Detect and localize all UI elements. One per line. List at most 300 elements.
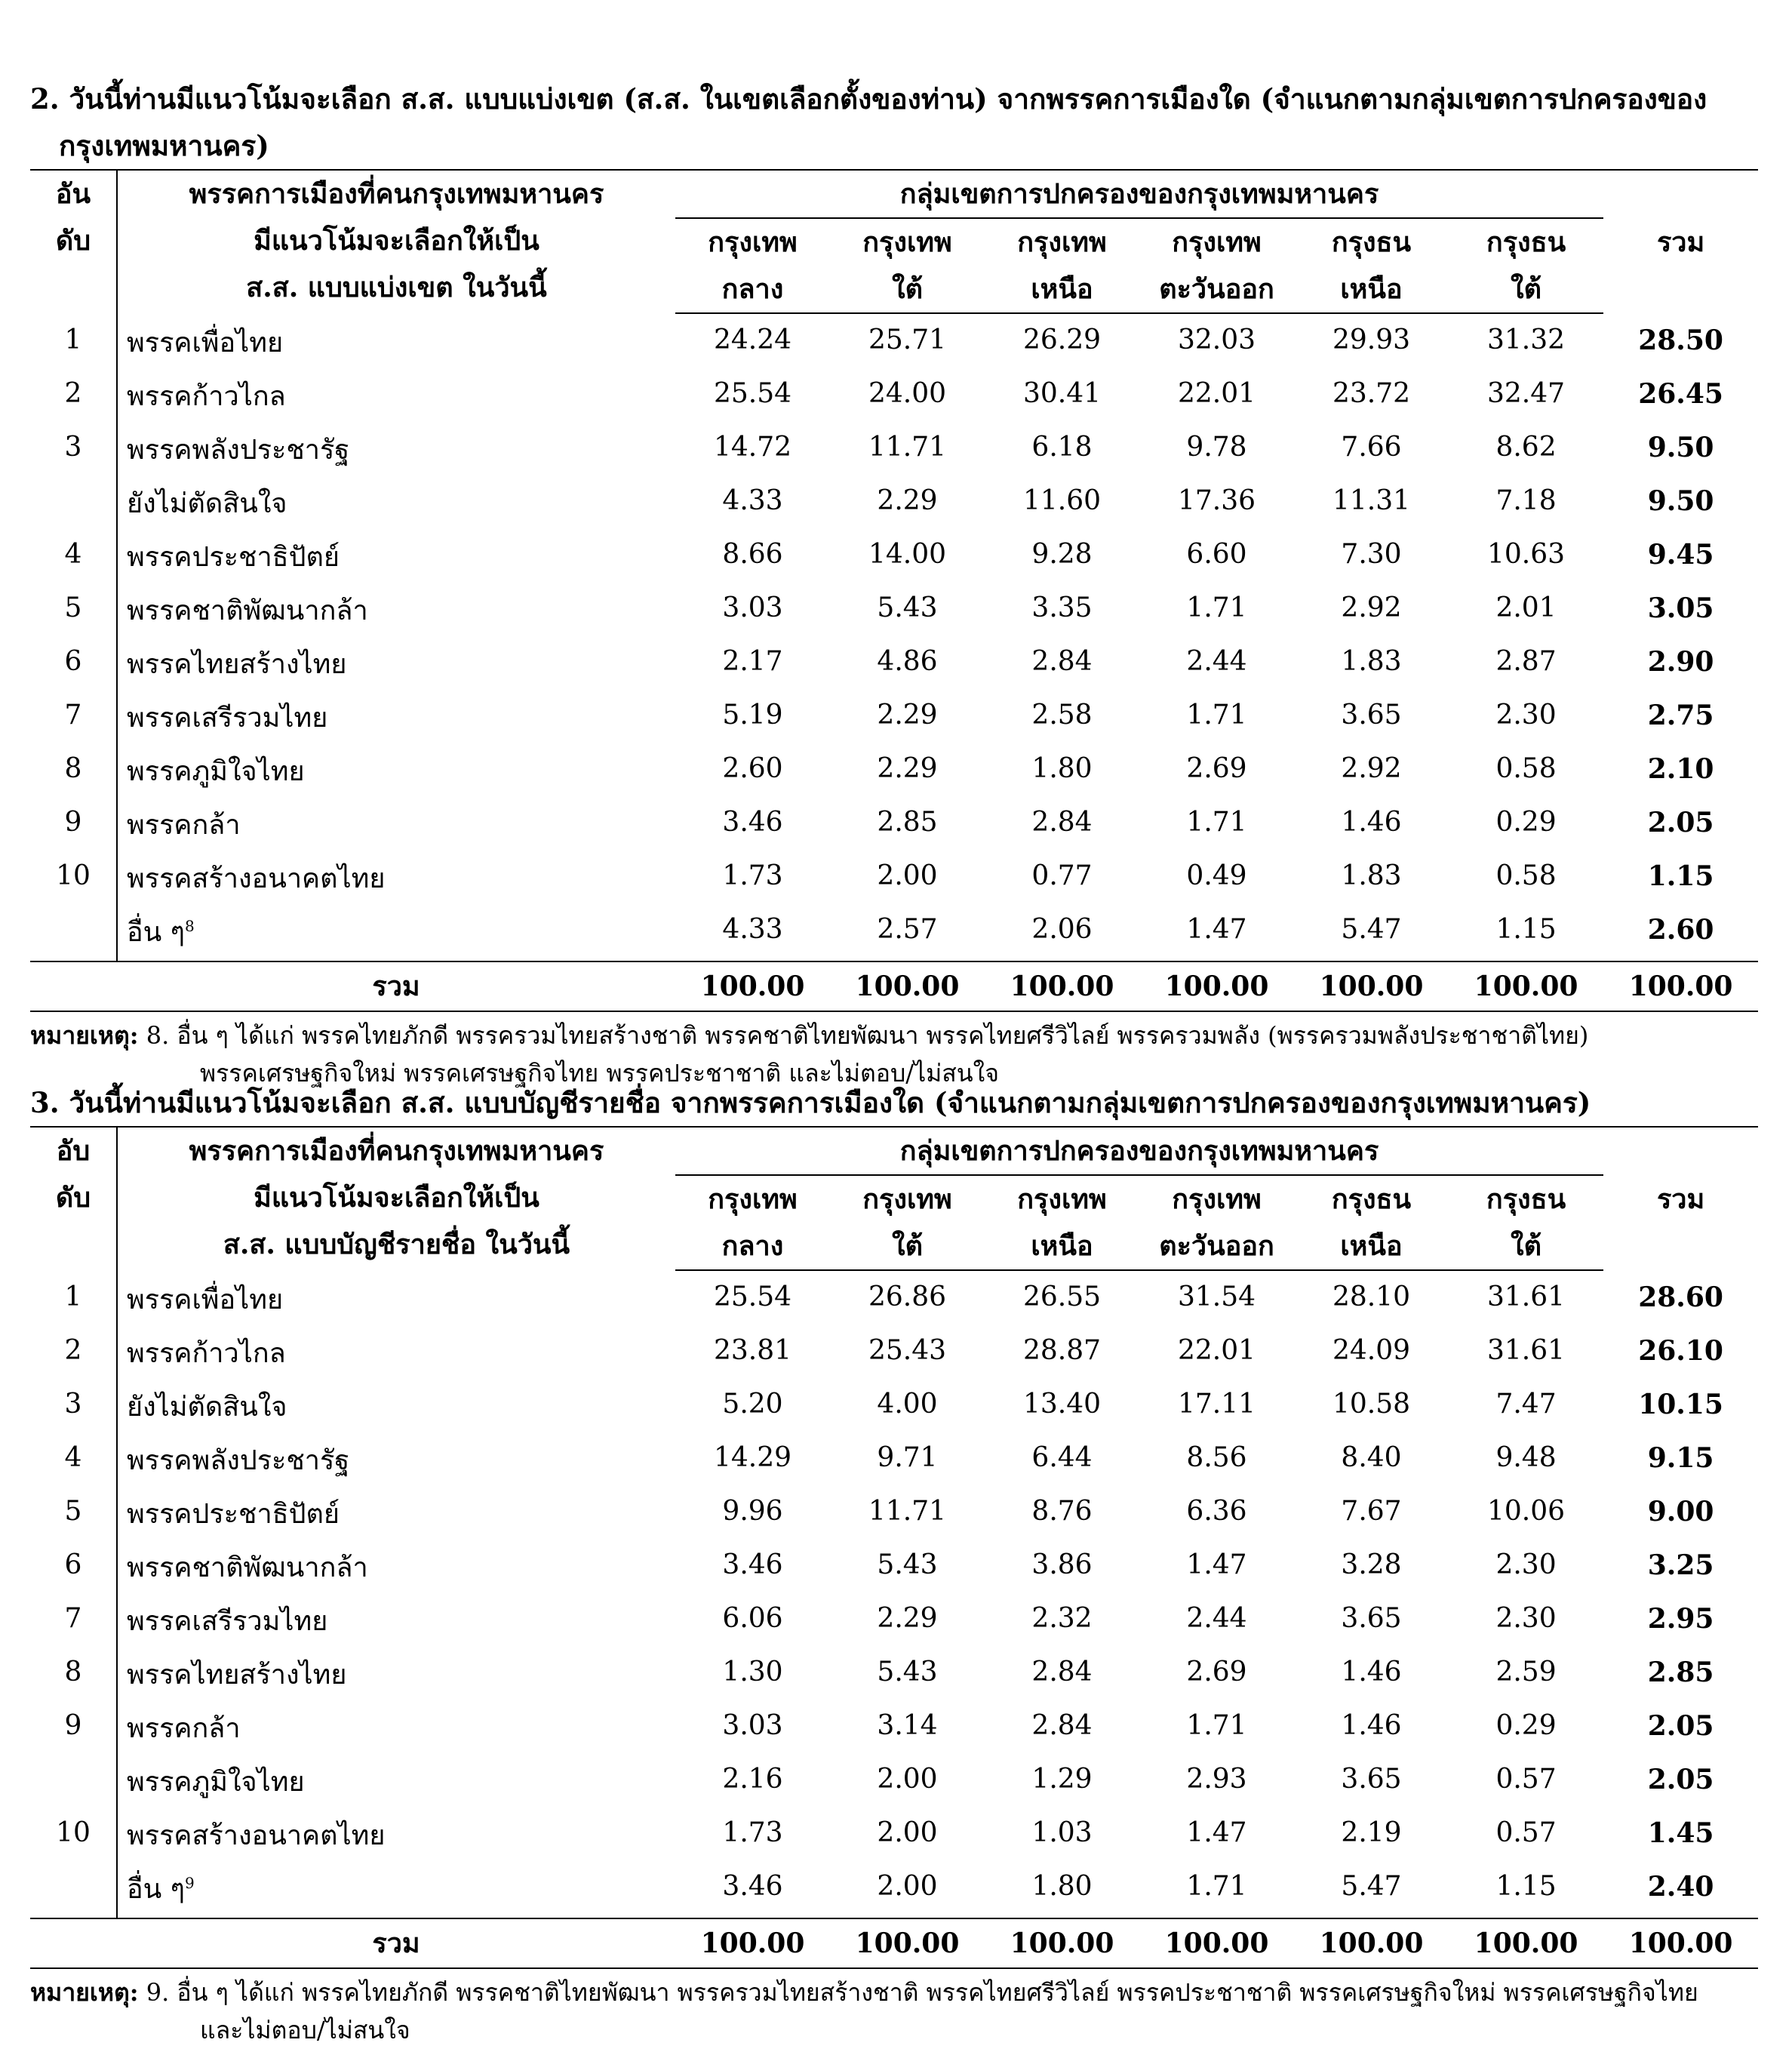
title-line-1: 3. วันนี้ท่านมีแนวโน้มจะเลือก ส.ส. แบบบัญชีรายชื่อ จากพรรคการเมืองใด (จำแนกตามกลุ่มเขตการปกครองของกรุงเทพมหานคร) [30,1086,1591,1119]
value-cell: 1.46 [1341,806,1402,838]
total-header: รวม [1603,1127,1758,1270]
value-cell: 1.83 [1341,860,1402,891]
value-cell: 1.71 [1186,1709,1247,1741]
value-cell: 26.55 [1022,1281,1102,1312]
party-name: พรรคภูมิใจไทย [127,1767,305,1798]
table-row [30,581,1758,635]
party-name: พรรคกล้า [127,810,241,841]
value-cell: 10.63 [1487,538,1566,570]
district-subheader-5: เหนือ [1294,1223,1449,1270]
value-cell: 2.93 [1186,1763,1247,1795]
table-row [30,1645,1758,1699]
note-line-2: พรรคเศรษฐกิจใหม่ พรรคเศรษฐกิจไทย พรรคประชาชาติ และไม่ตอบ/ไม่สนใจ [200,1059,1000,1088]
value-cell: 2.30 [1495,699,1557,731]
total-row-label: รวม [117,961,675,1011]
total-cell: 100.00 [1294,1918,1449,1968]
table-row [30,1484,1758,1538]
party-cell [117,635,675,688]
value-cell: 9.71 [877,1441,938,1473]
value-cell: 1.46 [1341,1709,1402,1741]
table-row [30,528,1758,581]
value-cell: 2.84 [1031,645,1093,677]
value-cell: 1.47 [1186,913,1247,945]
value-cell: 26.29 [1022,325,1102,355]
value-cell: 3.28 [1341,1549,1402,1580]
table-row [30,367,1758,420]
value-cell: 2.69 [1186,1656,1247,1688]
question-2-section [30,75,1758,1092]
party-name: พรรคไทยสร้างไทย [127,1660,347,1691]
row-total-cell: 2.05 [1647,1763,1714,1795]
value-cell: 2.32 [1031,1602,1093,1634]
total-cell: 100.00 [1294,961,1449,1011]
party-cell [117,474,675,528]
value-cell: 1.80 [1031,1870,1093,1902]
row-total-cell: 2.40 [1647,1870,1714,1903]
party-name: พรรคเพื่อไทย [127,328,284,358]
value-cell: 14.00 [868,538,947,570]
row-total-cell: 1.45 [1647,1817,1714,1849]
rank-cell: 1 [30,313,117,367]
district-subheader-6: ใต้ [1449,1223,1603,1270]
value-cell: 11.71 [868,1495,947,1527]
total-cell: 100.00 [985,1918,1139,1968]
row-total-cell: 9.50 [1647,431,1714,463]
value-cell: 2.01 [1495,592,1557,623]
party-cell [117,1431,675,1484]
note-label: หมายเหตุ: [30,1978,139,2007]
district-subheader-1: กลาง [675,266,830,313]
title-line-1: 2. วันนี้ท่านมีแนวโน้มจะเลือก ส.ส. แบบแบ่งเขต (ส.ส. ในเขตเลือกตั้งของท่าน) จากพรรคการเมืองใด (จำแนกตามกลุ่มเขตการปกครองของ [30,82,1707,115]
results-table [30,1126,1758,1969]
party-name: พรรคพลังประชารัฐ [127,435,350,466]
party-cell [117,1592,675,1645]
value-cell: 3.46 [722,1870,783,1902]
value-cell: 11.31 [1332,485,1411,516]
table-row [30,795,1758,849]
value-cell: 2.29 [877,699,938,731]
rank-header: อัน ดับ [30,170,117,313]
value-cell: 10.06 [1487,1495,1566,1527]
value-cell: 1.29 [1031,1763,1093,1795]
table-row [30,1592,1758,1645]
title-line-2: กรุงเทพมหานคร) [59,129,269,162]
district-subheader-1: กลาง [675,1223,830,1270]
value-cell: 31.61 [1487,1281,1566,1312]
district-subheader-3: เหนือ [985,1223,1139,1270]
value-cell: 2.84 [1031,806,1093,838]
value-cell: 3.03 [722,1709,783,1741]
party-name: อื่น ๆ [127,1874,186,1905]
value-cell: 6.18 [1031,431,1093,463]
value-cell: 2.17 [722,645,783,677]
row-total-cell: 2.95 [1647,1602,1714,1635]
row-total-cell: 28.50 [1638,324,1723,356]
value-cell: 1.15 [1495,1870,1557,1902]
value-cell: 2.44 [1186,645,1247,677]
row-total-cell: 28.60 [1638,1281,1723,1313]
district-header-5: กรุงธน [1331,226,1412,258]
rank-cell: 4 [30,528,117,581]
value-cell: 0.58 [1495,752,1557,784]
value-cell: 23.81 [713,1334,792,1366]
table-row [30,1860,1758,1918]
value-cell: 32.03 [1177,325,1256,355]
value-cell: 5.47 [1341,913,1402,945]
table-row [30,1377,1758,1431]
value-cell: 6.44 [1031,1441,1093,1473]
row-total-cell: 3.05 [1647,592,1714,624]
value-cell: 14.29 [713,1441,792,1473]
value-cell: 1.71 [1186,592,1247,623]
district-header-4: กรุงเทพ [1172,226,1262,258]
results-table [30,169,1758,1012]
total-cell: 100.00 [675,1918,830,1968]
table-row [30,1752,1758,1806]
party-name: พรรคก้าวไกล [127,381,286,412]
row-total-cell: 26.45 [1638,377,1723,410]
value-cell: 22.01 [1177,1334,1256,1366]
rank-cell: 2 [30,367,117,420]
table-row [30,742,1758,795]
value-cell: 2.00 [877,1870,938,1902]
rank-cell: 7 [30,688,117,742]
total-row [30,961,1758,1011]
total-cell: 100.00 [830,961,985,1011]
district-subheader-2: ใต้ [830,1223,985,1270]
value-cell: 17.36 [1177,485,1256,516]
rank-cell: 3 [30,420,117,474]
value-cell: 2.92 [1341,592,1402,623]
value-cell: 2.84 [1031,1656,1093,1688]
note-line-1: 9. อื่น ๆ ได้แก่ พรรคไทยภักดี พรรคชาติไทยพัฒนา พรรครวมไทยสร้างชาติ พรรคไทยศรีวิไลย์ พรรคประชาชาติ พรรคเศรษฐกิจใหม่ พรรคเศรษฐกิจไทย [138,1978,1698,2007]
party-cell [117,313,675,367]
value-cell: 26.86 [868,1281,947,1312]
total-header: รวม [1603,170,1758,313]
value-cell: 2.59 [1495,1656,1557,1688]
value-cell: 9.48 [1495,1441,1557,1473]
value-cell: 30.41 [1022,377,1102,409]
district-header-6: กรุงธน [1486,226,1566,258]
value-cell: 3.35 [1031,592,1093,623]
party-cell [117,1538,675,1592]
party-cell [117,903,675,961]
question-3-section [30,1079,1758,2049]
value-cell: 3.46 [722,1549,783,1580]
party-header: พรรคการเมืองที่คนกรุงเทพมหานคร มีแนวโน้มจะเลือกให้เป็น ส.ส. แบบบัญชีรายชื่อ ในวันนี้ [117,1127,675,1270]
party-cell [117,1270,675,1324]
value-cell: 28.87 [1022,1334,1102,1366]
table-row [30,903,1758,961]
value-cell: 8.66 [722,538,783,570]
row-total-cell: 9.00 [1647,1495,1714,1528]
row-total-cell: 26.10 [1638,1334,1723,1367]
value-cell: 5.43 [877,1656,938,1688]
value-cell: 14.72 [713,431,792,463]
value-cell: 2.06 [1031,913,1093,945]
total-row [30,1918,1758,1968]
row-total-cell: 9.45 [1647,538,1714,571]
value-cell: 0.29 [1495,806,1557,838]
value-cell: 3.65 [1341,1602,1402,1634]
table-row [30,635,1758,688]
value-cell: 8.62 [1495,431,1557,463]
rank-header: อับ ดับ [30,1127,117,1270]
district-header-1: กรุงเทพ [708,1183,798,1215]
row-total-cell: 2.05 [1647,1709,1714,1742]
value-cell: 17.11 [1177,1388,1256,1420]
party-cell [117,849,675,903]
value-cell: 4.33 [722,485,783,516]
value-cell: 2.85 [877,806,938,838]
rank-cell: 9 [30,1699,117,1752]
value-cell: 1.47 [1186,1549,1247,1580]
rank-cell: 5 [30,581,117,635]
value-cell: 1.47 [1186,1817,1247,1848]
district-subheader-4: ตะวันออก [1139,1223,1294,1270]
value-cell: 2.87 [1495,645,1557,677]
rank-cell: 10 [30,849,117,903]
value-cell: 7.67 [1341,1495,1402,1527]
party-cell [117,1484,675,1538]
total-cell: 100.00 [675,961,830,1011]
value-cell: 2.69 [1186,752,1247,784]
district-group-header: กลุ่มเขตการปกครองของกรุงเทพมหานคร [675,1127,1603,1175]
row-total-cell: 3.25 [1647,1549,1714,1581]
table-row [30,688,1758,742]
value-cell: 8.76 [1031,1495,1093,1527]
value-cell: 2.29 [877,752,938,784]
value-cell: 5.19 [722,699,783,731]
party-name: พรรคชาติพัฒนากล้า [127,1552,368,1583]
rank-cell [30,1752,117,1806]
party-cell [117,528,675,581]
value-cell: 2.29 [877,485,938,516]
district-header-4: กรุงเทพ [1172,1183,1262,1215]
value-cell: 11.60 [1022,485,1102,516]
rank-cell: 7 [30,1592,117,1645]
grand-total-cell: 100.00 [1603,961,1758,1011]
district-group-header: กลุ่มเขตการปกครองของกรุงเทพมหานคร [675,170,1603,218]
row-total-cell: 9.15 [1647,1441,1714,1474]
value-cell: 22.01 [1177,377,1256,409]
value-cell: 6.36 [1186,1495,1247,1527]
value-cell: 0.58 [1495,860,1557,891]
table-row [30,1324,1758,1377]
value-cell: 5.43 [877,1549,938,1580]
row-total-cell: 2.10 [1647,752,1714,785]
rank-cell: 10 [30,1806,117,1860]
total-cell: 100.00 [1139,1918,1294,1968]
total-cell: 100.00 [985,961,1139,1011]
table-row [30,474,1758,528]
value-cell: 31.32 [1487,325,1566,355]
value-cell: 24.24 [713,325,792,355]
value-cell: 3.65 [1341,1763,1402,1795]
row-total-cell: 10.15 [1638,1388,1723,1420]
footnote-marker: 8 [185,917,195,935]
rank-cell: 6 [30,635,117,688]
party-name: อื่น ๆ [127,917,186,948]
value-cell: 1.71 [1186,806,1247,838]
party-name: พรรคกล้า [127,1713,241,1744]
value-cell: 2.29 [877,1602,938,1634]
value-cell: 25.54 [713,377,792,409]
value-cell: 2.19 [1341,1817,1402,1848]
district-header-1: กรุงเทพ [708,226,798,258]
rank-cell: 3 [30,1377,117,1431]
rank-cell: 4 [30,1431,117,1484]
party-name: ยังไม่ตัดสินใจ [127,488,287,519]
value-cell: 0.77 [1031,860,1093,891]
value-cell: 0.57 [1495,1817,1557,1848]
value-cell: 2.00 [877,860,938,891]
row-total-cell: 2.75 [1647,699,1714,731]
value-cell: 2.30 [1495,1549,1557,1580]
value-cell: 3.14 [877,1709,938,1741]
note-label: หมายเหตุ: [30,1021,139,1050]
value-cell: 4.33 [722,913,783,945]
row-total-cell: 1.15 [1647,860,1714,892]
rank-cell: 8 [30,1645,117,1699]
value-cell: 7.30 [1341,538,1402,570]
value-cell: 1.83 [1341,645,1402,677]
value-cell: 1.71 [1186,1870,1247,1902]
value-cell: 0.29 [1495,1709,1557,1741]
party-name: พรรคพลังประชารัฐ [127,1445,350,1476]
total-cell: 100.00 [1449,1918,1603,1968]
value-cell: 11.71 [868,431,947,463]
district-subheader-4: ตะวันออก [1139,266,1294,313]
value-cell: 8.40 [1341,1441,1402,1473]
table-body [30,313,1758,961]
rank-cell [30,474,117,528]
value-cell: 6.60 [1186,538,1247,570]
value-cell: 9.28 [1031,538,1093,570]
value-cell: 1.71 [1186,699,1247,731]
table-row [30,849,1758,903]
party-cell [117,367,675,420]
value-cell: 25.43 [868,1334,947,1366]
note-line-1: 8. อื่น ๆ ได้แก่ พรรคไทยภักดี พรรครวมไทยสร้างชาติ พรรคชาติไทยพัฒนา พรรคไทยศรีวิไลย์ พรรครวมพลัง (พรรครวมพลังประชาชาติไทย) [138,1021,1589,1050]
value-cell: 24.09 [1332,1334,1411,1366]
value-cell: 3.03 [722,592,783,623]
value-cell: 32.47 [1487,377,1566,409]
party-cell [117,1860,675,1918]
district-subheader-2: ใต้ [830,266,985,313]
rank-cell [30,903,117,961]
district-header-3: กรุงเทพ [1017,226,1107,258]
table-body [30,1270,1758,1918]
district-subheader-5: เหนือ [1294,266,1449,313]
value-cell: 5.43 [877,592,938,623]
party-name: พรรคสร้างอนาคตไทย [127,863,386,894]
district-subheader-6: ใต้ [1449,266,1603,313]
party-name: พรรคประชาธิปัตย์ [127,542,340,573]
value-cell: 3.46 [722,806,783,838]
party-cell [117,420,675,474]
grand-total-cell: 100.00 [1603,1918,1758,1968]
district-header-2: กรุงเทพ [862,226,952,258]
value-cell: 6.06 [722,1602,783,1634]
party-cell [117,1324,675,1377]
district-header-3: กรุงเทพ [1017,1183,1107,1215]
party-name: พรรคไทยสร้างไทย [127,649,347,680]
value-cell: 2.16 [722,1763,783,1795]
value-cell: 3.86 [1031,1549,1093,1580]
value-cell: 1.46 [1341,1656,1402,1688]
value-cell: 7.47 [1495,1388,1557,1420]
party-cell [117,688,675,742]
party-name: พรรคสร้างอนาคตไทย [127,1820,386,1851]
footnote-marker: 9 [185,1874,195,1892]
table-row [30,1431,1758,1484]
value-cell: 9.96 [722,1495,783,1527]
rank-cell: 1 [30,1270,117,1324]
value-cell: 31.61 [1487,1334,1566,1366]
row-total-cell: 2.90 [1647,645,1714,678]
value-cell: 29.93 [1332,325,1411,355]
row-total-cell: 9.50 [1647,485,1714,517]
value-cell: 2.57 [877,913,938,945]
district-header-6: กรุงธน [1486,1183,1566,1215]
party-cell [117,742,675,795]
value-cell: 31.54 [1177,1281,1256,1312]
party-name: พรรคชาติพัฒนากล้า [127,595,368,626]
party-name: พรรคเสรีรวมไทย [127,703,328,734]
party-header: พรรคการเมืองที่คนกรุงเทพมหานคร มีแนวโน้มจะเลือกให้เป็น ส.ส. แบบแบ่งเขต ในวันนี้ [117,170,675,313]
value-cell: 9.78 [1186,431,1247,463]
value-cell: 1.73 [722,1817,783,1848]
value-cell: 0.49 [1186,860,1247,891]
party-cell [117,1377,675,1431]
value-cell: 1.30 [722,1656,783,1688]
value-cell: 1.15 [1495,913,1557,945]
total-row-label: รวม [117,1918,675,1968]
value-cell: 2.60 [722,752,783,784]
district-header-2: กรุงเทพ [862,1183,952,1215]
value-cell: 2.92 [1341,752,1402,784]
party-name: ยังไม่ตัดสินใจ [127,1392,287,1423]
value-cell: 23.72 [1332,377,1411,409]
table-row [30,313,1758,367]
value-cell: 3.65 [1341,699,1402,731]
district-header-5: กรุงธน [1331,1183,1412,1215]
table-note [30,1974,1758,2049]
value-cell: 2.58 [1031,699,1093,731]
note-line-2: และไม่ตอบ/ไม่สนใจ [200,2016,410,2044]
party-cell [117,581,675,635]
total-cell: 100.00 [830,1918,985,1968]
party-cell [117,1806,675,1860]
value-cell: 2.00 [877,1763,938,1795]
value-cell: 1.80 [1031,752,1093,784]
party-name: พรรคเสรีรวมไทย [127,1606,328,1637]
value-cell: 2.00 [877,1817,938,1848]
value-cell: 28.10 [1332,1281,1411,1312]
table-row [30,1270,1758,1324]
value-cell: 25.54 [713,1281,792,1312]
question-title [30,75,1758,169]
total-row-rank [30,961,117,1011]
value-cell: 2.44 [1186,1602,1247,1634]
total-row-rank [30,1918,117,1968]
value-cell: 5.20 [722,1388,783,1420]
value-cell: 1.73 [722,860,783,891]
rank-cell [30,1860,117,1918]
party-cell [117,1645,675,1699]
value-cell: 1.03 [1031,1817,1093,1848]
